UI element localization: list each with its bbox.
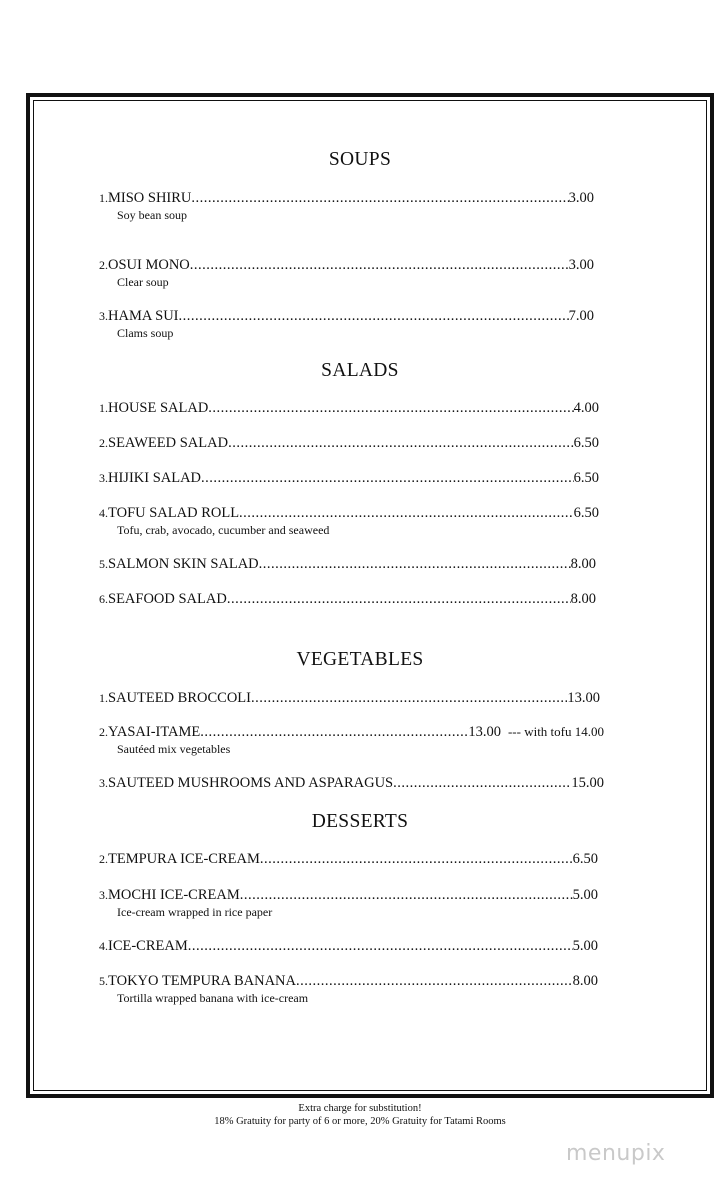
item-price: 3.00 (568, 257, 594, 273)
item-price: 8.00 (570, 556, 596, 572)
item-name: SEAFOOD SALAD (108, 591, 227, 607)
dot-leader (200, 724, 468, 741)
item-price: 5.00 (572, 938, 598, 954)
item-price: 13.00 (468, 724, 501, 740)
item-number: 2. (99, 436, 108, 450)
item-extra-price: --- with tofu 14.00 (507, 724, 604, 739)
item-name: MOCHI ICE-CREAM (108, 887, 240, 903)
item-number: 2. (99, 725, 108, 739)
dot-leader (296, 973, 573, 990)
dot-leader (240, 887, 573, 904)
item-price: 5.00 (572, 887, 598, 903)
item-description: Tortilla wrapped banana with ice-cream (117, 991, 309, 1005)
dot-leader (188, 938, 573, 955)
menu-item-ice-cream (99, 938, 598, 955)
item-price: 8.00 (570, 591, 596, 607)
item-name: OSUI MONO (108, 257, 190, 273)
item-name: MISO SHIRU (108, 190, 192, 206)
item-number: 3. (99, 888, 108, 902)
dot-leader (201, 470, 574, 487)
item-price: 8.00 (572, 973, 598, 989)
dot-leader (251, 690, 567, 707)
item-name: TOFU SALAD ROLL (108, 505, 240, 521)
item-description: Tofu, crab, avocado, cucumber and seaweed (117, 523, 330, 537)
menu-item-yasai-itame (99, 724, 604, 757)
section-title-soups: SOUPS (328, 149, 392, 170)
item-price: 4.00 (573, 400, 599, 416)
item-number: 4. (99, 506, 108, 520)
item-number: 5. (99, 557, 108, 571)
section-title-vegetables: VEGETABLES (296, 649, 424, 670)
dot-leader (208, 400, 573, 417)
item-name: TOKYO TEMPURA BANANA (108, 973, 296, 989)
section-title-desserts: DESSERTS (311, 811, 409, 832)
dot-leader (228, 435, 574, 452)
item-price: 7.00 (568, 308, 594, 324)
item-number: 1. (99, 401, 108, 415)
menu-item-sauteed-mushrooms-asparagus (99, 775, 604, 792)
item-number: 3. (99, 309, 108, 323)
item-description: Clear soup (117, 275, 169, 289)
menu-item-house-salad (99, 400, 599, 417)
menu-item-hijiki-salad (99, 470, 599, 487)
menu-item-tempura-ice-cream (99, 851, 598, 868)
item-number: 2. (99, 852, 108, 866)
menu-item-tofu-salad-roll (99, 505, 599, 538)
item-name: SALMON SKIN SALAD (108, 556, 259, 572)
item-description: Sautéed mix vegetables (117, 742, 231, 756)
item-name: TEMPURA ICE-CREAM (108, 851, 260, 867)
item-description: Soy bean soup (117, 208, 187, 222)
substitution-note: Extra charge for substitution! (298, 1103, 422, 1114)
menu-item-salmon-skin-salad (99, 556, 596, 573)
dot-leader (179, 308, 569, 325)
item-name: SEAWEED SALAD (108, 435, 229, 451)
section-title-salads: SALADS (321, 360, 399, 381)
menu-item-osui-mono (99, 257, 594, 290)
item-name: HOUSE SALAD (108, 400, 209, 416)
item-description: Clams soup (117, 326, 174, 340)
menu-item-miso-shiru (99, 190, 594, 223)
dot-leader (191, 190, 568, 207)
dot-leader (239, 505, 574, 522)
dot-leader (259, 556, 571, 573)
item-name: ICE-CREAM (108, 938, 188, 954)
item-number: 6. (99, 592, 108, 606)
item-name: YASAI-ITAME (108, 724, 201, 740)
menu-item-tokyo-tempura-banana (99, 973, 598, 1006)
item-name: SAUTEED BROCCOLI (108, 690, 251, 706)
menu-item-seafood-salad (99, 591, 596, 608)
menu-item-seaweed-salad (99, 435, 599, 452)
item-price: 6.50 (573, 435, 599, 451)
dot-leader (227, 591, 571, 608)
item-number: 3. (99, 776, 108, 790)
item-price: 6.50 (572, 851, 598, 867)
item-price: 6.50 (573, 505, 599, 521)
menu-item-mochi-ice-cream (99, 887, 598, 920)
item-number: 3. (99, 471, 108, 485)
item-name: HAMA SUI (108, 308, 179, 324)
item-number: 2. (99, 258, 108, 272)
item-name: HIJIKI SALAD (108, 470, 202, 486)
gratuity-note: 18% Gratuity for party of 6 or more, 20% Gratuity for Tatami Rooms (214, 1116, 506, 1127)
item-price: 3.00 (568, 190, 594, 206)
item-number: 4. (99, 939, 108, 953)
item-price: 13.00 (567, 690, 600, 706)
menu-item-sauteed-broccoli (99, 690, 600, 707)
menu-item-hama-sui (99, 308, 594, 341)
item-number: 1. (99, 691, 108, 705)
dot-leader (190, 257, 569, 274)
item-number: 1. (99, 191, 108, 205)
item-price: 6.50 (573, 470, 599, 486)
item-number: 5. (99, 974, 108, 988)
footer-note (0, 1102, 720, 1128)
dot-leader (393, 775, 571, 792)
item-name: SAUTEED MUSHROOMS AND ASPARAGUS (108, 775, 394, 791)
watermark-logo: menupix (566, 1141, 666, 1166)
item-description: Ice-cream wrapped in rice paper (117, 905, 273, 919)
dot-leader (260, 851, 573, 868)
item-price: 15.00 (571, 775, 604, 791)
